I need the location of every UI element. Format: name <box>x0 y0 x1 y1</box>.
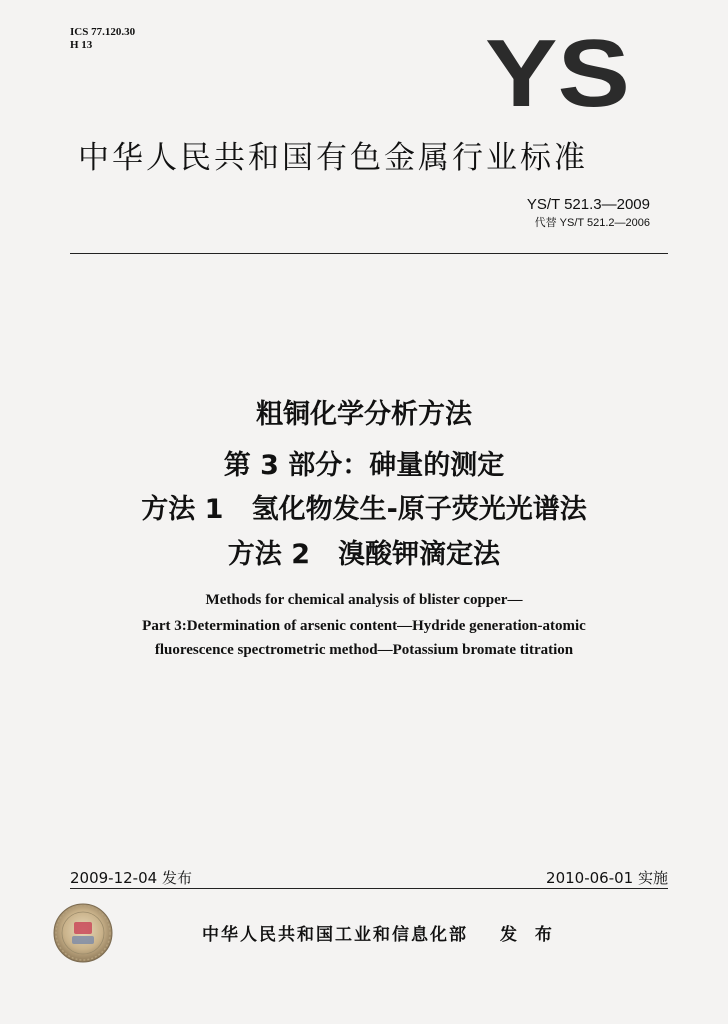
ccs-code: H 13 <box>70 39 93 51</box>
chinese-title-line-3: 方法 1 氢化物发生-原子荧光光谱法 <box>141 494 587 525</box>
english-title-line-2: Part 3:Determination of arsenic content—Hydride generation-atomic <box>142 618 586 634</box>
chinese-title-line-2: 第 3 部分：砷量的测定 <box>223 450 505 481</box>
ics-code: ICS 77.120.30 <box>70 26 136 38</box>
implementation-date: 2010-06-01 实施 <box>546 869 668 887</box>
publisher-verb: 发 布 <box>500 925 558 945</box>
ys-logo-text: YS <box>485 30 630 112</box>
bottom-divider <box>70 888 668 889</box>
top-divider <box>70 253 668 254</box>
replaced-standard: 代替 YS/T 521.2—2006 <box>534 217 650 229</box>
publisher-name: 中华人民共和国工业和信息化部 <box>202 925 468 945</box>
chinese-title-line-1: 粗铜化学分析方法 <box>256 399 472 430</box>
standard-number: YS/T 521.3—2009 <box>526 196 650 213</box>
english-title-line-1: Methods for chemical analysis of blister copper— <box>205 592 523 608</box>
english-title-line-3: fluorescence spectrometric method—Potassium bromate titration <box>154 642 574 658</box>
anti-counterfeit-seal-icon <box>52 902 114 964</box>
organization-title: 中华人民共和国有色金属行业标准 <box>78 140 588 176</box>
chinese-title-line-4: 方法 2 溴酸钾滴定法 <box>227 539 501 570</box>
standard-number-block <box>527 196 650 230</box>
classification-codes <box>70 26 135 52</box>
ys-logo <box>485 30 630 112</box>
issue-date: 2009-12-04 发布 <box>70 869 192 887</box>
